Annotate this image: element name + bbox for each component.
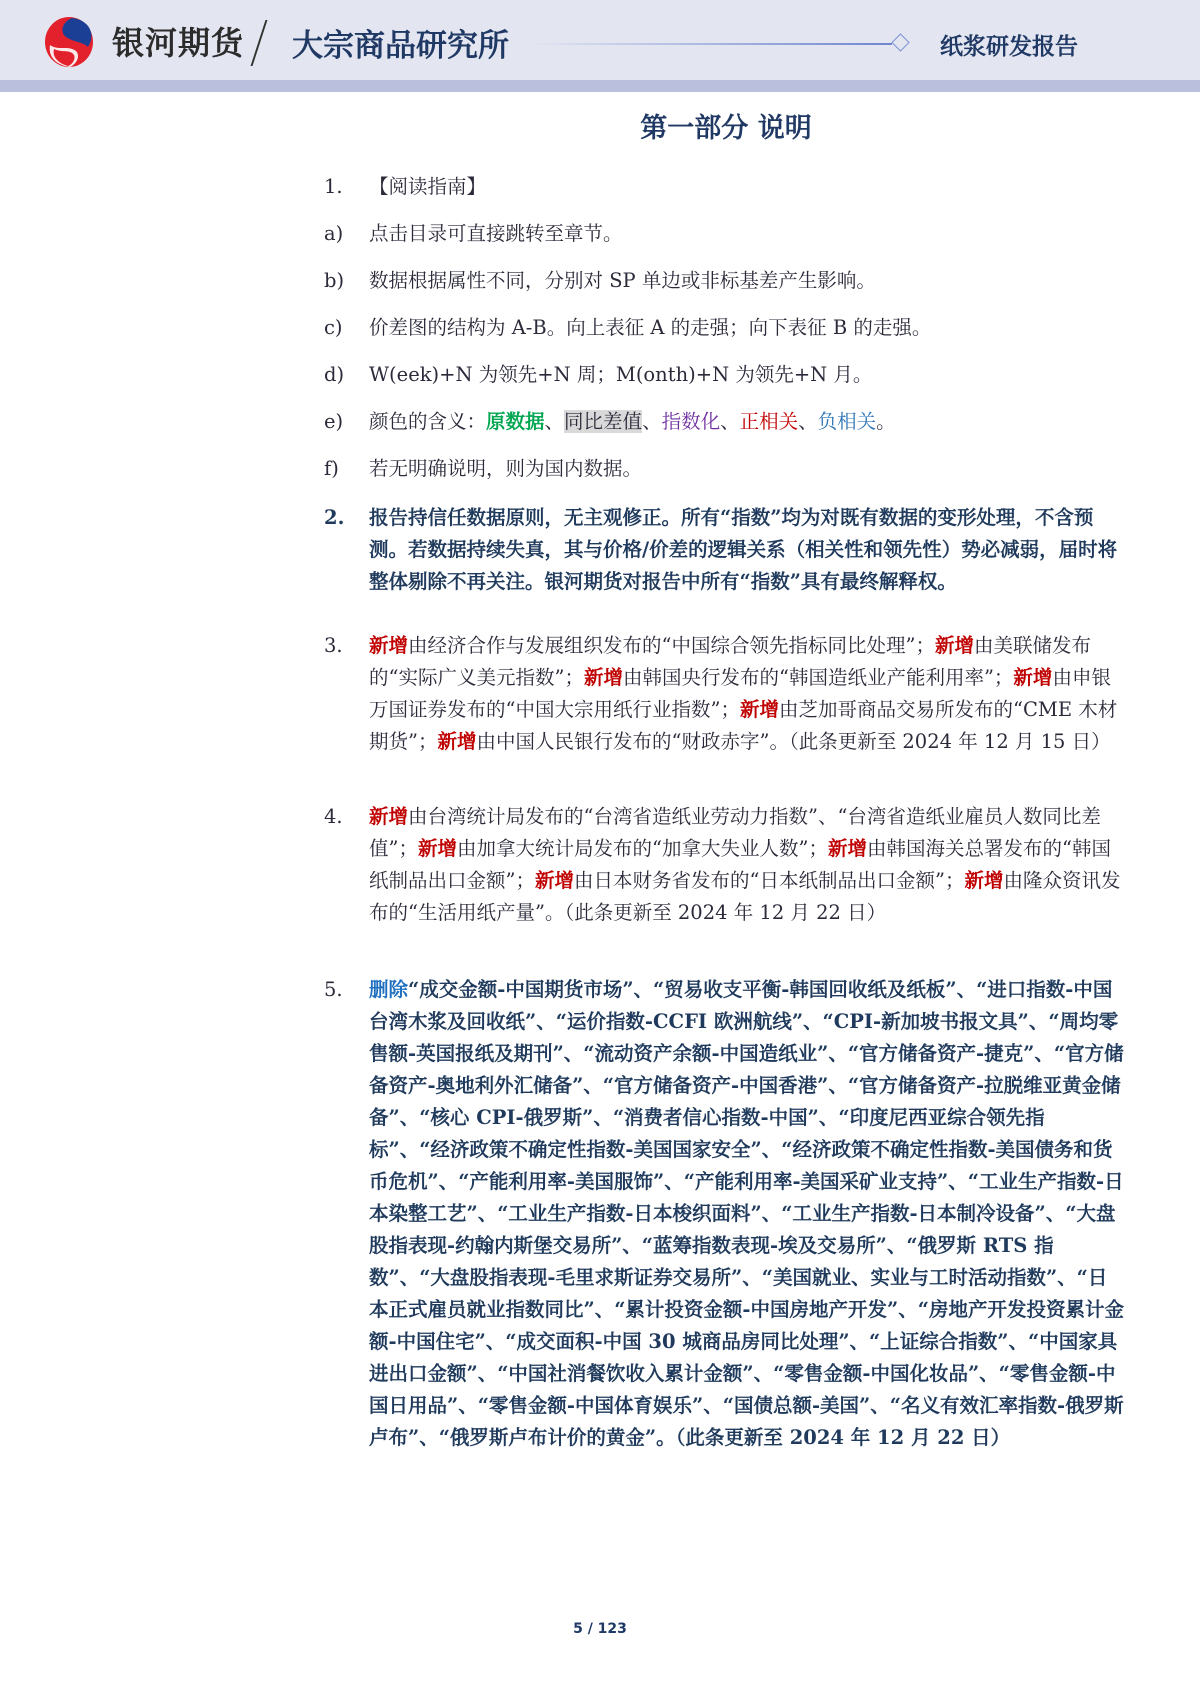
item-text xyxy=(369,801,1124,929)
item-text: 【阅读指南】 xyxy=(369,175,487,198)
separator: 。 xyxy=(876,410,896,433)
item-text-segment: 由韩国央行发布的“韩国造纸业产能利用率”； xyxy=(622,666,1014,689)
item-text-segment: 由韩国海关总署发布的“韩国纸制品出口金额”； xyxy=(369,837,1111,892)
new-tag: 新增 xyxy=(1013,666,1053,689)
item-text: W(eek)+N 为领先+N 周；M(onth)+N 为领先+N 月。 xyxy=(369,363,873,386)
delete-tag: 删除 xyxy=(369,978,409,1001)
color-legend-label: 同比差值 xyxy=(564,410,643,433)
item-text: 点击目录可直接跳转至章节。 xyxy=(369,222,623,245)
galaxy-futures-logo-icon xyxy=(42,15,96,69)
item-number: f) xyxy=(324,457,339,480)
item-number: 2. xyxy=(324,506,345,529)
item-text xyxy=(369,974,1124,1454)
report-name: 纸浆研发报告 xyxy=(940,34,1078,60)
list-item xyxy=(324,406,1124,438)
item-text: 若无明确说明，则为国内数据。 xyxy=(369,457,643,480)
item-text-segment: 由芝加哥商品交易所发布的“CME 木材期货”； xyxy=(369,698,1118,753)
separator: 、 xyxy=(642,410,662,433)
list-item xyxy=(324,171,1124,203)
item-text-segment: 由经济合作与发展组织发布的“中国综合领先指标同比处理”； xyxy=(408,634,935,657)
item-number: 3. xyxy=(324,634,343,657)
new-tag: 新增 xyxy=(369,634,409,657)
new-tag: 新增 xyxy=(534,869,574,892)
list-item xyxy=(324,218,1124,250)
color-legend-label: 正相关 xyxy=(739,410,799,433)
item-text xyxy=(369,406,1124,438)
item-number: 5. xyxy=(324,978,343,1001)
new-tag: 新增 xyxy=(739,698,779,721)
item-text-segment: 由美联储发布的“实际广义美元指数”； xyxy=(369,634,1091,689)
institute-name: 大宗商品研究所 xyxy=(292,28,509,64)
header-strip xyxy=(0,80,1200,92)
color-legend-prefix: 颜色的含义： xyxy=(369,410,487,433)
separator: 、 xyxy=(798,410,818,433)
item-number: b) xyxy=(324,269,345,292)
separator: 、 xyxy=(544,410,565,433)
new-tag: 新增 xyxy=(583,666,623,689)
item-text-segment: 由隆众资讯发布的“生活用纸产量”。（此条更新至 2024 年 12 月 22 日） xyxy=(369,869,1121,924)
diamond-icon xyxy=(891,33,909,51)
new-tag: 新增 xyxy=(827,837,867,860)
new-tag: 新增 xyxy=(964,869,1004,892)
list-item xyxy=(324,502,1124,598)
item-number: d) xyxy=(324,363,345,386)
item-text: 报告持信任数据原则，无主观修正。所有“指数”均为对既有数据的变形处理，不含预测。若数据持续失真，其与价格/价差的逻辑关系（相关性和领先性）势必减弱，届时将整体剔除不再关注。银河期货对报告中所有“指数”具有最终解释权。 xyxy=(369,506,1118,593)
header-divider xyxy=(251,20,268,66)
item-text xyxy=(369,630,1124,758)
item-text-segment: 由申银万国证券发布的“中国大宗用纸行业指数”； xyxy=(369,666,1111,721)
list-item xyxy=(324,312,1124,344)
item-text: 数据根据属性不同，分别对 SP 单边或非标基差产生影响。 xyxy=(369,269,876,292)
brand-name: 银河期货 xyxy=(112,24,245,62)
item-number: 1. xyxy=(324,175,343,198)
new-tag: 新增 xyxy=(369,805,409,828)
item-number: a) xyxy=(324,222,344,245)
header-line xyxy=(530,43,892,45)
item-text-segment: 由日本财务省发布的“日本纸制品出口金额”； xyxy=(574,869,965,892)
separator: 、 xyxy=(720,410,740,433)
list-item xyxy=(324,801,1124,929)
list-item xyxy=(324,974,1124,1454)
item-number: 4. xyxy=(324,805,343,828)
list-item xyxy=(324,630,1124,758)
new-tag: 新增 xyxy=(437,730,477,753)
report-header xyxy=(0,0,1200,80)
section-title: 第一部分 说明 xyxy=(640,113,812,144)
item-number: c) xyxy=(324,316,343,339)
page-number: 5 / 123 xyxy=(573,1621,627,1637)
item-text-segment: “成交金额-中国期货市场”、“贸易收支平衡-韩国回收纸及纸板”、“进口指数-中国台湾木浆及回收纸”、“运价指数-CCFI 欧洲航线”、“CPI-新加坡书报文具”、“周均零售额-英国报纸及期刊”、“流动资产余额-中国造纸业”、“官方储备资产-捷克”、“官方储备资产-奥地利外汇储备”、“官方储备资产-中国香港”、“官方储备资产-拉脱维亚黄金储备”、“核心 CPI-俄罗斯”、“消费者信心指数-中国”、“印度尼西亚综合领先指标”、“经济政策不确定性指数-美国国家安全”、“经济政策不确定性指数-美国债务和货币危机”、“产能利用率-美国服饰”、“产能利用率-美国采矿业支持”、“工业生产指数-日本染整工艺”、“工业生产指数-日本梭织面料”、“工业生产指数-日本制冷设备”、“大盘股指表现-约翰内斯堡交易所”、“蓝筹指数表现-埃及交易所”、“俄罗斯 RTS 指数”、“大盘股指表现-毛里求斯证券交易所”、“美国就业、实业与工时活动指数”、“日本正式雇员就业指数同比”、“累计投资金额-中国房地产开发”、“房地产开发投资累计金额-中国住宅”、“成交面积-中国 30 城商品房同比处理”、“上证综合指数”、“中国家具进出口金额”、“中国社消餐饮收入累计金额”、“零售金额-中国化妆品”、“零售金额-中国日用品”、“零售金额-中国体育娱乐”、“国债总额-美国”、“名义有效汇率指数-俄罗斯卢布”、“俄罗斯卢布计价的黄金”。（此条更新至 2024 年 12 月 22 日） xyxy=(369,978,1124,1449)
list-item xyxy=(324,265,1124,297)
new-tag: 新增 xyxy=(417,837,457,860)
list-item xyxy=(324,453,1124,485)
item-text-segment: 由中国人民银行发布的“财政赤字”。（此条更新至 2024 年 12 月 15 日） xyxy=(476,730,1111,753)
color-legend-label: 原数据 xyxy=(486,410,545,433)
list-item xyxy=(324,359,1124,391)
item-text: 价差图的结构为 A-B。向上表征 A 的走强；向下表征 B 的走强。 xyxy=(369,316,932,339)
item-number: e) xyxy=(324,410,344,433)
color-legend-label: 指数化 xyxy=(661,410,721,433)
item-text-segment: 由台湾统计局发布的“台湾省造纸业劳动力指数”、“台湾省造纸业雇员人数同比差值”； xyxy=(369,805,1101,860)
item-text-segment: 由加拿大统计局发布的“加拿大失业人数”； xyxy=(457,837,828,860)
color-legend-label: 负相关 xyxy=(817,410,877,433)
new-tag: 新增 xyxy=(934,634,974,657)
